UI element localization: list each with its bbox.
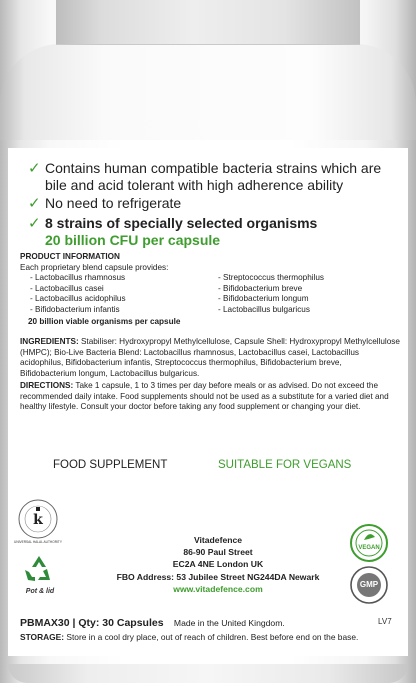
vegan-badge-text: VEGAN <box>358 545 380 551</box>
company-street: 86-90 Paul Street <box>183 547 253 558</box>
storage-line: STORAGE: Store in a cool dry place, out of reach of children. Best before end on the base. <box>20 632 359 642</box>
recycle-label: Pot & lid <box>25 588 55 595</box>
lv-code: LV7 <box>378 617 392 626</box>
list-item: - Lactobacillus bulgaricus <box>218 304 310 314</box>
check-icon: ✓ <box>28 195 41 212</box>
website-link[interactable]: www.vitadefence.com <box>173 583 263 594</box>
gmp-badge-icon <box>350 566 388 604</box>
bottle-shoulder <box>0 44 416 140</box>
list-item: - Lactobacillus rhamnosus <box>30 273 126 282</box>
halal-text: UNIVERSAL HALAL AUTHORITY <box>14 540 62 544</box>
list-item: - Streptococcus thermophilus <box>218 273 325 282</box>
strain-list-left <box>24 273 126 315</box>
food-supplement-text: FOOD SUPPLEMENT <box>53 459 168 471</box>
claim-bile-tolerant: ✓ Contains human compatible bacteria strains which are bile and acid tolerant with high adherence ability <box>28 160 382 193</box>
svg-text:k: k <box>33 512 43 528</box>
bottle-cap <box>56 0 360 45</box>
company-city: EC2A 4NE London UK <box>172 559 264 570</box>
bottle-base <box>8 664 408 683</box>
viable-organisms: 20 billion viable organisms per capsule <box>28 317 181 326</box>
recycle-icon <box>22 553 56 587</box>
check-icon: ✓ <box>28 160 41 177</box>
list-item: - Bifidobacterium infantis <box>30 304 120 314</box>
list-item: - Bifidobacterium breve <box>218 283 303 293</box>
fbo-address: FBO Address: 53 Jubilee Street NG244DA Newark <box>116 571 320 582</box>
product-code: PBMAX30 | Qty: 30 Capsules <box>20 617 164 629</box>
product-code-line <box>20 617 285 629</box>
ingredients-paragraph: INGREDIENTS: Stabiliser: Hydroxypropyl Methylcellulose, Capsule Shell: Hydroxypropyl Methylcellulose (HMPC); Bio-Live Bacteria Blend: Lactobacillus rhamnosus, Lactobacillus casei, Lactobacillus acidophilus, Bifidobacterium infantis, Streptococcus thermophilus, Bifidobacterium breve, Bifidobacterium longum, Lactobacillus bulgaricus. <box>20 337 400 378</box>
company-address <box>118 534 318 595</box>
directions-paragraph: DIRECTIONS: Take 1 capsule, 1 to 3 times per day before meals or as advised. Do not exceed the recommended daily intake. Food supplements should not be used as a substitute for a varied diet and healthy lifestyle. Consult your doctor before taking any food supplement or changing your diet. <box>20 381 389 412</box>
made-in-text: Made in the United Kingdom. <box>173 618 285 628</box>
strain-list-right <box>212 273 324 315</box>
list-item: - Lactobacillus acidophilus <box>30 294 126 304</box>
product-info-subtitle: Each proprietary blend capsule provides: <box>20 263 169 272</box>
claim-strains: ✓ 8 strains of specially selected organisms <box>28 215 318 232</box>
gmp-badge-text: GMP <box>359 580 379 589</box>
product-info-title: PRODUCT INFORMATION <box>20 252 120 261</box>
claim-no-refrigerate: ✓ No need to refrigerate <box>28 195 182 212</box>
check-icon: ✓ <box>28 215 41 232</box>
list-item: - Lactobacillus casei <box>30 283 104 293</box>
vegan-badge-icon <box>350 524 388 562</box>
cfu-text: 20 billion CFU per capsule <box>45 232 221 248</box>
halal-logo-icon <box>14 498 62 544</box>
company-name: Vitadefence <box>193 535 243 545</box>
suitable-vegans-text: SUITABLE FOR VEGANS <box>218 459 352 471</box>
list-item: - Bifidobacterium longum <box>218 294 309 304</box>
